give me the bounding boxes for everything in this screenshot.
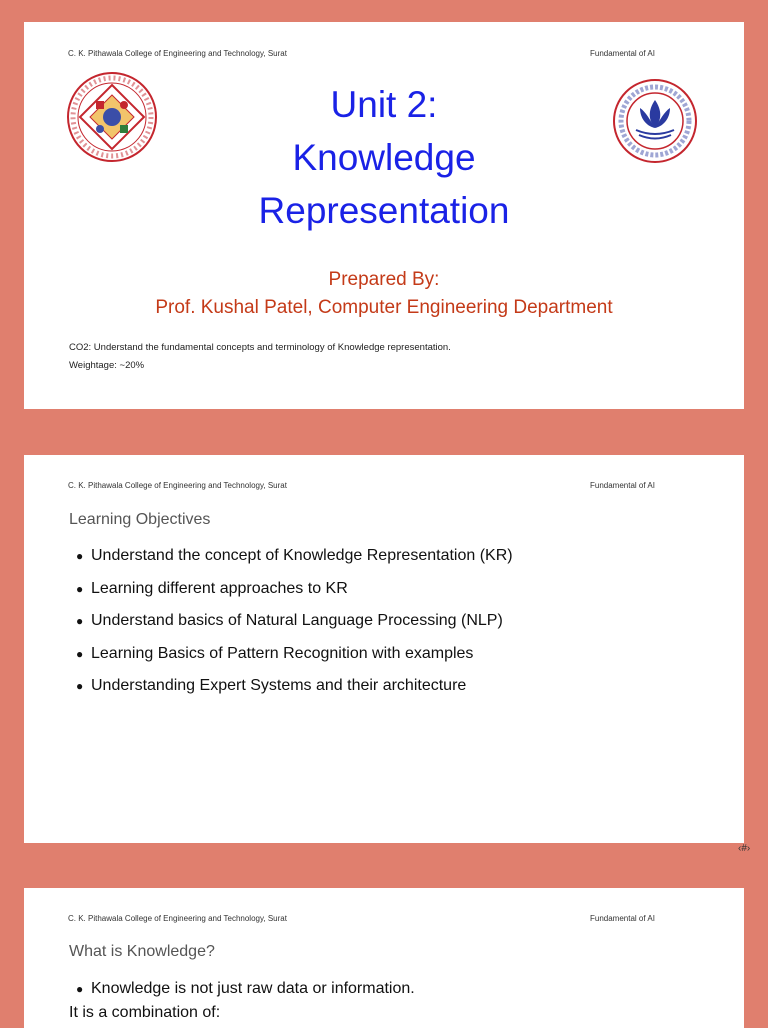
title-line-1: Unit 2: [330,84,438,125]
objectives-slide [24,455,744,843]
header-subject: Fundamental of AI [590,914,655,923]
body-text: It is a combination of: [69,1004,221,1021]
header-college: C. K. Pithawala College of Engineering and Technology, Surat [68,481,287,490]
course-outcome: CO2: Understand the fundamental concepts and terminology of Knowledge representation. [69,342,451,353]
slide-number: ‹#› [738,843,751,854]
author-name: Prof. Kushal Patel, Computer Engineering Department [155,297,613,318]
list-item: ● Understanding Expert Systems and their architecture [76,670,513,703]
list-item: ● Knowledge is not just raw data or information. [76,973,415,1006]
list-item: ● Understand basics of Natural Language Processing (NLP) [76,605,513,638]
header-subject: Fundamental of AI [590,49,655,58]
knowledge-list [76,973,415,1006]
list-item: ● Learning different approaches to KR [76,573,513,606]
list-item: ● Learning Basics of Pattern Recognition with examples [76,638,513,671]
header-subject: Fundamental of AI [590,481,655,490]
prepared-by-block [24,266,744,322]
knowledge-slide [24,888,744,1028]
title-line-2: Knowledge [292,137,476,178]
weightage: Weightage: ~20% [69,360,145,371]
section-title: Learning Objectives [69,511,211,528]
header-college: C. K. Pithawala College of Engineering and Technology, Surat [68,914,287,923]
title-line-3: Representation [258,190,510,231]
slide-title [24,78,744,237]
header-college: C. K. Pithawala College of Engineering and Technology, Surat [68,49,287,58]
list-item: ● Understand the concept of Knowledge Representation (KR) [76,540,513,573]
objectives-list [76,540,513,703]
title-slide [24,22,744,409]
prepared-by-label: Prepared By: [328,269,440,290]
section-title: What is Knowledge? [69,943,215,960]
